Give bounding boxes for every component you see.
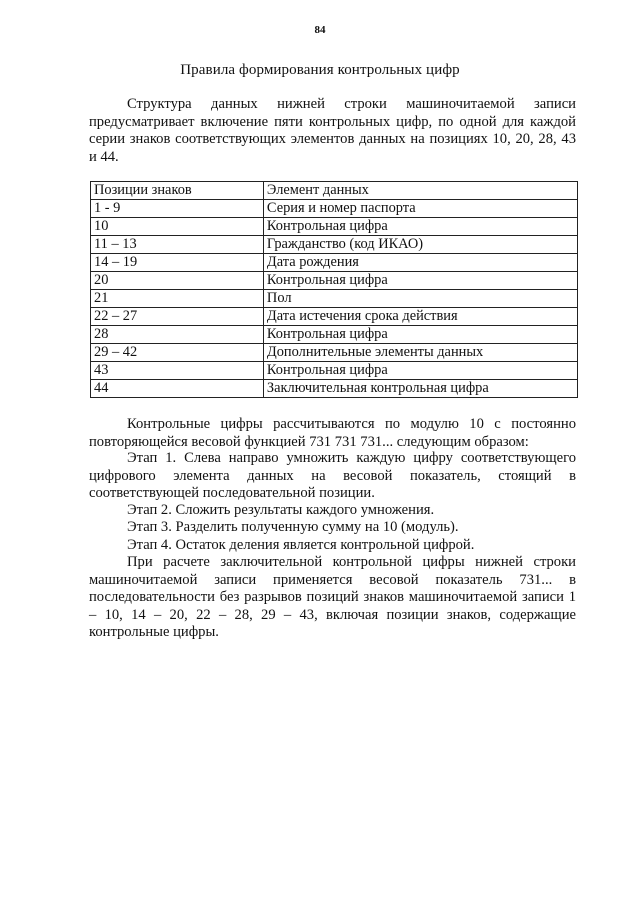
cell-positions: 44	[91, 380, 264, 398]
cell-positions: 29 – 42	[91, 344, 264, 362]
table-row	[91, 200, 578, 218]
header-element: Элемент данных	[263, 182, 577, 200]
intro-paragraph: Структура данных нижней строки машиночитаемой записи предусматривает включение пяти контрольных цифр, по одной для каждой серии знаков соответствующих элементов данных на позициях 10, 20, 28, 43 и 44.	[89, 96, 576, 165]
page-title: Правила формирования контрольных цифр	[180, 62, 460, 78]
table-row	[91, 308, 578, 326]
header-positions: Позиции знаков	[91, 182, 264, 200]
table-row	[91, 272, 578, 290]
method-paragraph: Контрольные цифры рассчитываются по модулю 10 с постоянно повторяющейся весовой функцией 731 731 731... следующим образом:	[89, 416, 576, 450]
cell-positions: 20	[91, 272, 264, 290]
table-row	[91, 380, 578, 398]
step-2-paragraph: Этап 2. Сложить результаты каждого умножения.	[127, 502, 435, 518]
table-row	[91, 218, 578, 236]
cell-element: Дополнительные элементы данных	[263, 344, 577, 362]
table-row	[91, 290, 578, 308]
cell-element: Контрольная цифра	[263, 326, 577, 344]
check-digit-table	[90, 181, 578, 398]
cell-element: Дата рождения	[263, 254, 577, 272]
cell-positions: 22 – 27	[91, 308, 264, 326]
cell-element: Гражданство (код ИКАО)	[263, 236, 577, 254]
cell-element: Серия и номер паспорта	[263, 200, 577, 218]
final-paragraph: При расчете заключительной контрольной цифры нижней строки машиночитаемой записи применяется весовой показатель 731... в последовательности без разрывов позиций знаков машиночитаемой записи 1 – 10, 14 – 20, 22 – 28, 29 – 43, включая позиции знаков, содержащие контрольные цифры.	[89, 554, 576, 641]
cell-positions: 14 – 19	[91, 254, 264, 272]
cell-element: Дата истечения срока действия	[263, 308, 577, 326]
table-row	[91, 326, 578, 344]
cell-positions: 1 - 9	[91, 200, 264, 218]
cell-element: Пол	[263, 290, 577, 308]
step-1-paragraph: Этап 1. Слева направо умножить каждую цифру соответствующего цифрового элемента данных на весовой показатель, стоящий в соответствующей последовательной позиции.	[89, 450, 576, 502]
cell-positions: 43	[91, 362, 264, 380]
table-row	[91, 362, 578, 380]
cell-positions: 28	[91, 326, 264, 344]
table-row	[91, 236, 578, 254]
step-4-paragraph: Этап 4. Остаток деления является контрольной цифрой.	[127, 537, 475, 553]
step-3-paragraph: Этап 3. Разделить полученную сумму на 10 (модуль).	[127, 519, 459, 535]
cell-element: Контрольная цифра	[263, 272, 577, 290]
cell-element: Заключительная контрольная цифра	[263, 380, 577, 398]
page-number: 84	[314, 24, 326, 36]
table-header-row	[91, 182, 578, 200]
cell-positions: 10	[91, 218, 264, 236]
cell-element: Контрольная цифра	[263, 218, 577, 236]
cell-positions: 21	[91, 290, 264, 308]
table-row	[91, 254, 578, 272]
cell-element: Контрольная цифра	[263, 362, 577, 380]
cell-positions: 11 – 13	[91, 236, 264, 254]
table-row	[91, 344, 578, 362]
